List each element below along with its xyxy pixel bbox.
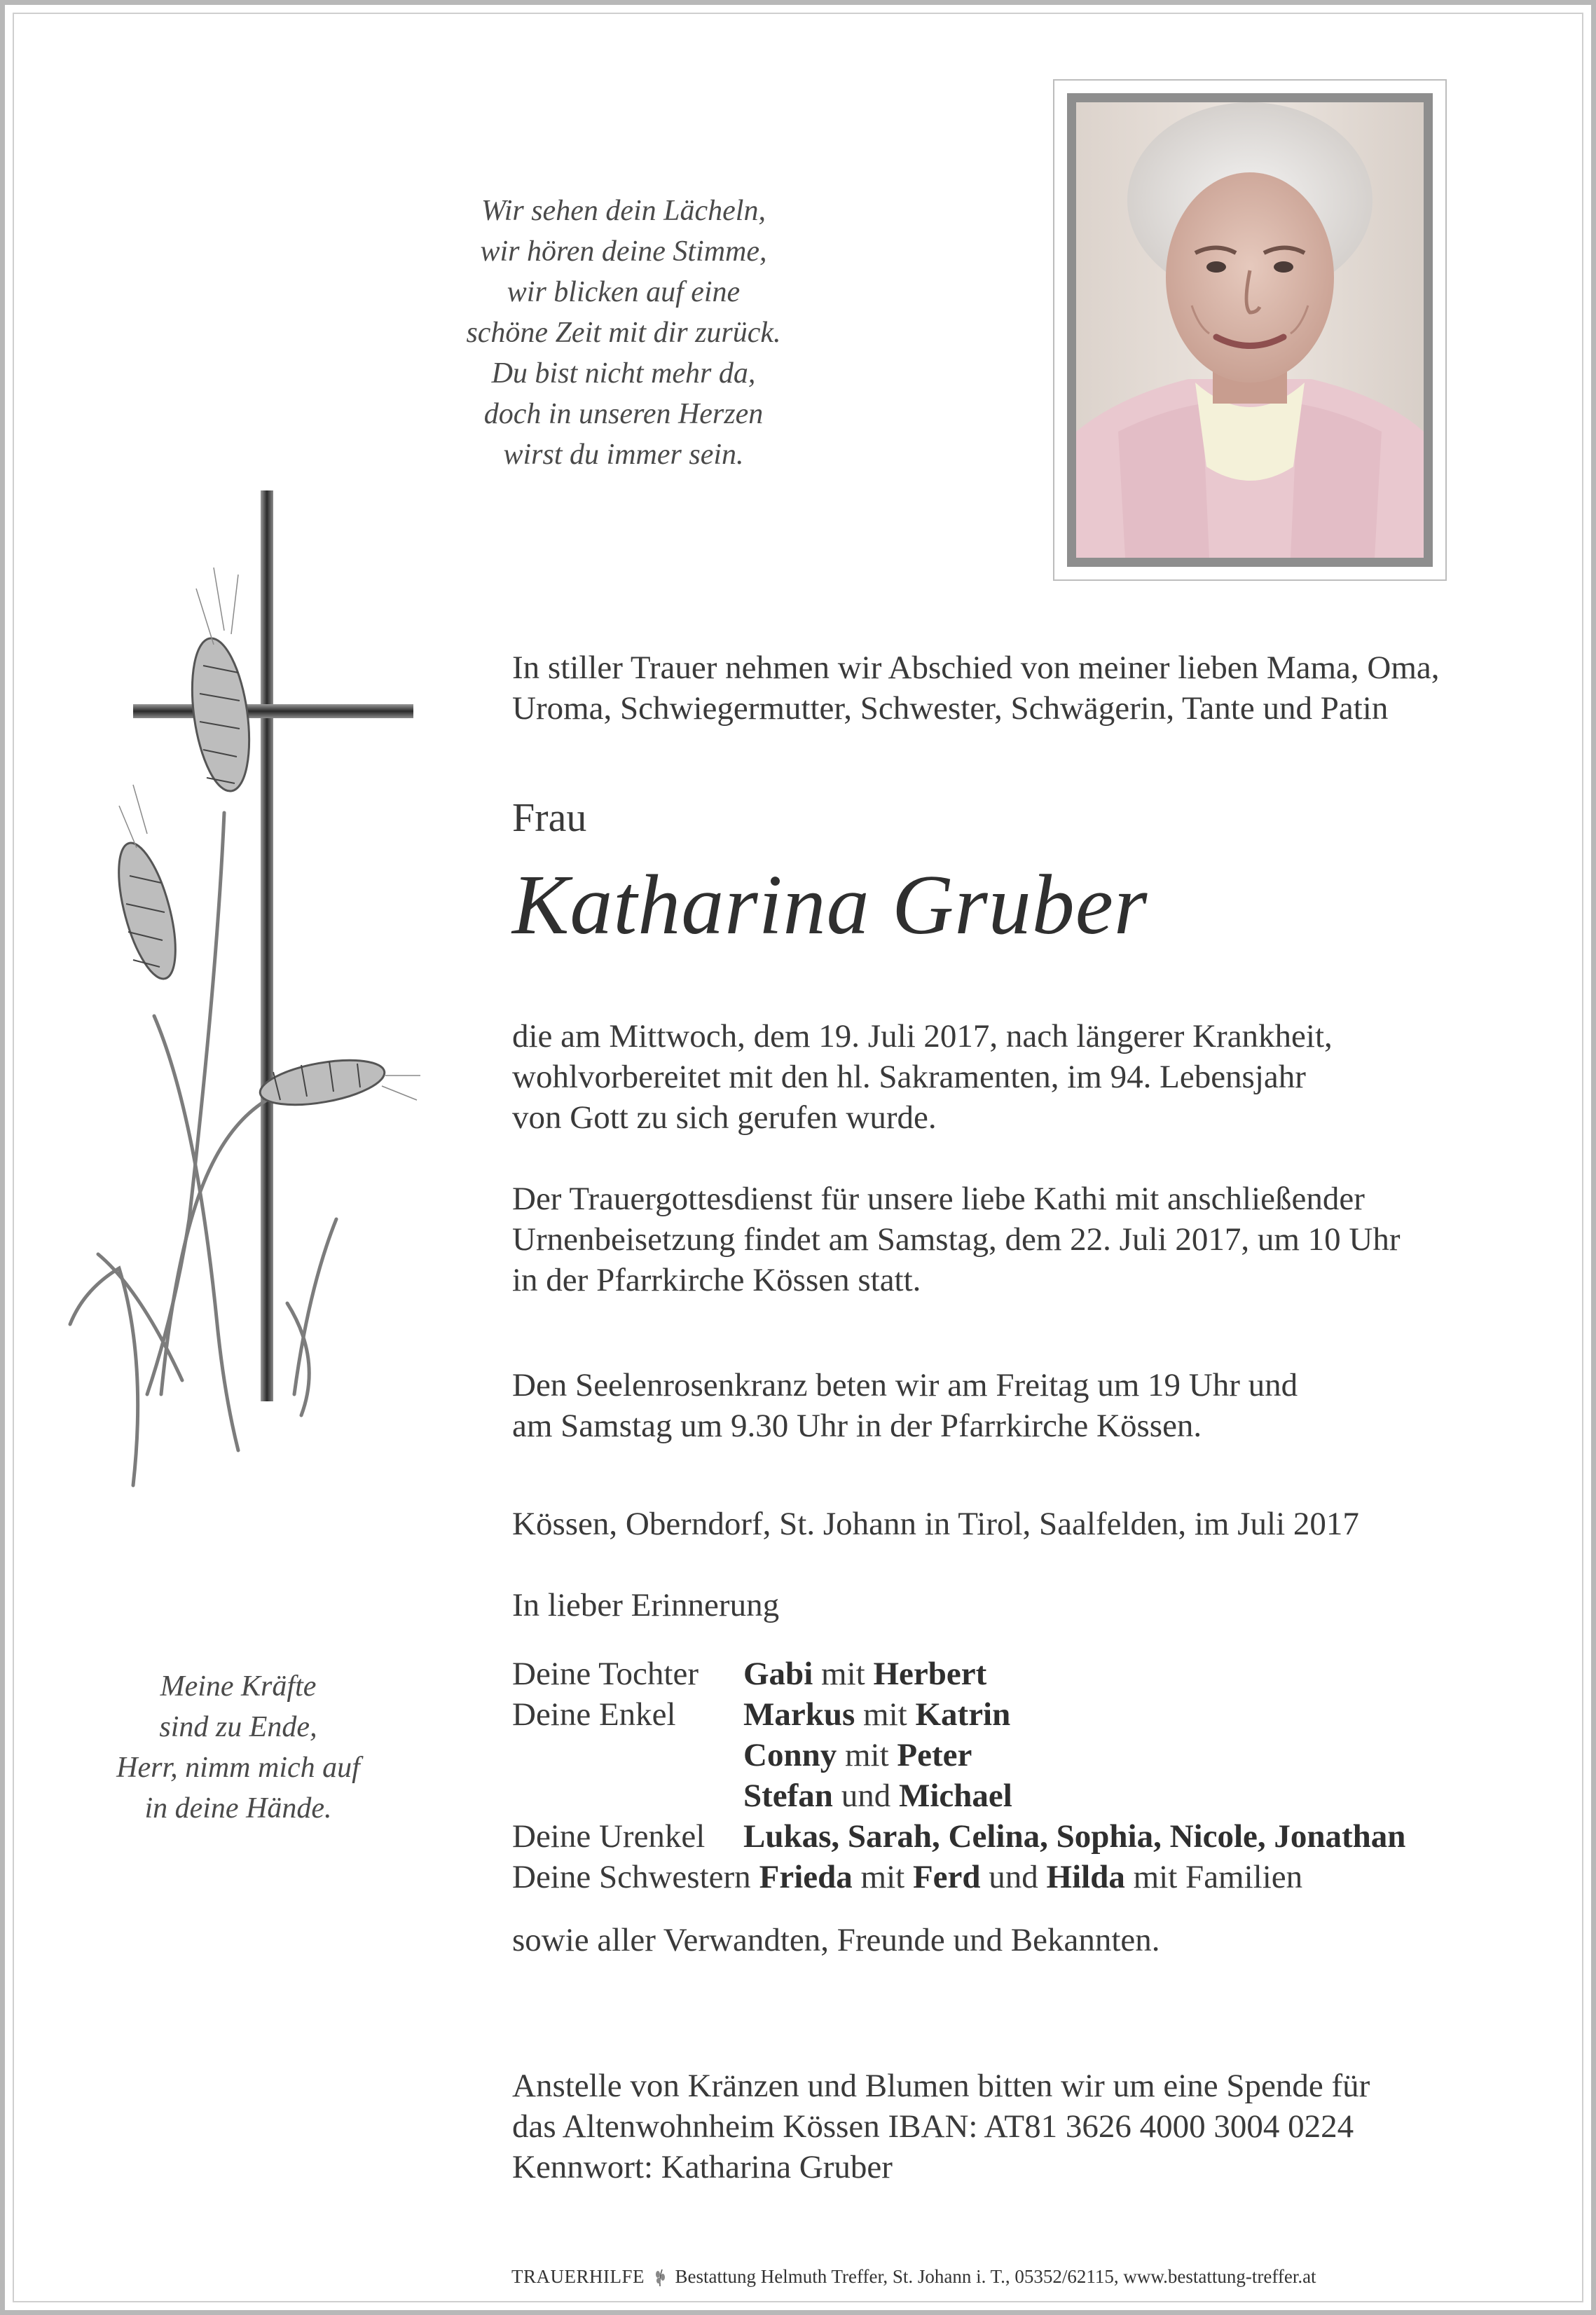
person-name: Gabi [743, 1656, 813, 1692]
family-row-sisters [512, 1857, 1563, 1897]
place-date: Kössen, Oberndorf, St. Johann in Tirol, Saalfelden, im Juli 2017 [512, 1506, 1359, 1542]
donation-line: Kennwort: Katharina Gruber [512, 2149, 893, 2185]
intro-text [512, 647, 1563, 729]
connector: mit [863, 1696, 907, 1733]
family-label: Deine Enkel [512, 1696, 676, 1733]
salutation: Frau [512, 795, 587, 840]
intro-line: In stiller Trauer nehmen wir Abschied von meiner lieben Mama, Oma, [512, 650, 1440, 686]
family-label: Deine Tochter [512, 1656, 699, 1692]
top-quote [413, 191, 834, 475]
family-row-grandchildren [512, 1694, 1563, 1735]
family-row-daughter [512, 1654, 1563, 1694]
rosary-line: Den Seelenrosenkranz beten wir am Freitag um 19 Uhr und [512, 1367, 1298, 1403]
death-line: von Gott zu sich gerufen wurde. [512, 1099, 937, 1136]
service-line: in der Pfarrkirche Kössen statt. [512, 1262, 921, 1298]
person-name: Stefan [743, 1778, 833, 1814]
death-line: die am Mittwoch, dem 19. Juli 2017, nach längerer Krankheit, [512, 1018, 1333, 1055]
donation-line: Anstelle von Kränzen und Blumen bitten wir um eine Spende für [512, 2068, 1370, 2104]
person-name: Katrin [915, 1696, 1011, 1733]
family-label-spacer [512, 1735, 743, 1775]
family-label: Deine Urenkel [512, 1818, 706, 1855]
quote-line: wir blicken auf eine [507, 276, 741, 308]
person-name: Frieda [759, 1859, 853, 1895]
family-row-grandchildren-2 [512, 1735, 1563, 1775]
family-list [512, 1654, 1563, 1897]
family-label-spacer [512, 1775, 743, 1816]
family-names [759, 1857, 1303, 1897]
memory-line: In lieber Erinnerung [512, 1587, 780, 1623]
family-label: Deine Schwestern [512, 1859, 751, 1895]
service-notice [512, 1179, 1563, 1300]
person-name: Herbert [873, 1656, 987, 1692]
quote-line: Wir sehen dein Lächeln, [481, 195, 766, 227]
wheat-sprig-icon [652, 2267, 668, 2287]
family-names [743, 1694, 1010, 1735]
portrait-frame [1053, 79, 1447, 581]
quote-line: Meine Kräfte [160, 1670, 317, 1703]
rosary-notice [512, 1365, 1563, 1446]
quote-line: in deine Hände. [144, 1792, 332, 1825]
quote-line: Du bist nicht mehr da, [491, 357, 756, 390]
death-notice [512, 1016, 1563, 1138]
person-name: Ferd [912, 1859, 981, 1895]
connector: mit Familien [1133, 1859, 1303, 1895]
connector: mit [860, 1859, 905, 1895]
connector: mit [821, 1656, 865, 1692]
portrait-image [1076, 102, 1424, 558]
person-name: Conny [743, 1737, 837, 1773]
family-names [743, 1816, 1405, 1857]
connector: und [989, 1859, 1038, 1895]
footer [511, 2265, 1316, 2288]
person-name: Peter [897, 1737, 972, 1773]
donation-notice [512, 2066, 1563, 2187]
family-names [743, 1735, 972, 1775]
person-name: Markus [743, 1696, 855, 1733]
quote-line: wirst du immer sein. [503, 439, 744, 471]
donation-line: das Altenwohnheim Kössen IBAN: AT81 3626 4000 3004 0224 [512, 2108, 1354, 2145]
quote-line: Herr, nimm mich auf [116, 1752, 360, 1784]
quote-line: wir hören deine Stimme, [480, 235, 767, 268]
person-name: Michael [898, 1778, 1012, 1814]
quote-line: schöne Zeit mit dir zurück. [466, 317, 781, 349]
death-line: wohlvorbereitet mit den hl. Sakramenten, im 94. Lebensjahr [512, 1059, 1306, 1095]
person-name: Hilda [1046, 1859, 1125, 1895]
connector: mit [844, 1737, 889, 1773]
family-row-great-grandchildren [512, 1816, 1563, 1857]
quote-line: sind zu Ende, [159, 1711, 317, 1743]
service-line: Der Trauergottesdienst für unsere liebe Kathi mit anschließender [512, 1181, 1365, 1217]
service-line: Urnenbeisetzung findet am Samstag, dem 22. Juli 2017, um 10 Uhr [512, 1221, 1401, 1258]
family-row-grandchildren-3 [512, 1775, 1563, 1816]
connector: und [841, 1778, 891, 1814]
family-names [743, 1654, 986, 1694]
portrait-photo [1067, 93, 1433, 567]
deceased-name: Katharina Gruber [512, 858, 1148, 952]
rosary-line: am Samstag um 9.30 Uhr in der Pfarrkirche Kössen. [512, 1408, 1202, 1444]
footer-details: Bestattung Helmuth Treffer, St. Johann i. T., 05352/62115, www.bestattung-treffer.at [675, 2266, 1316, 2287]
others-line: sowie aller Verwandten, Freunde und Bekannten. [512, 1922, 1160, 1958]
cross-with-wheat-illustration [56, 483, 462, 1576]
intro-line: Uroma, Schwiegermutter, Schwester, Schwägerin, Tante und Patin [512, 690, 1389, 727]
footer-brand: TRAUERHILFE [511, 2266, 645, 2287]
person-names: Lukas, Sarah, Celina, Sophia, Nicole, Jonathan [743, 1818, 1406, 1855]
quote-line: doch in unseren Herzen [483, 398, 764, 430]
bottom-quote [63, 1666, 413, 1829]
cross-icon [56, 483, 462, 1576]
family-names [743, 1775, 1012, 1816]
